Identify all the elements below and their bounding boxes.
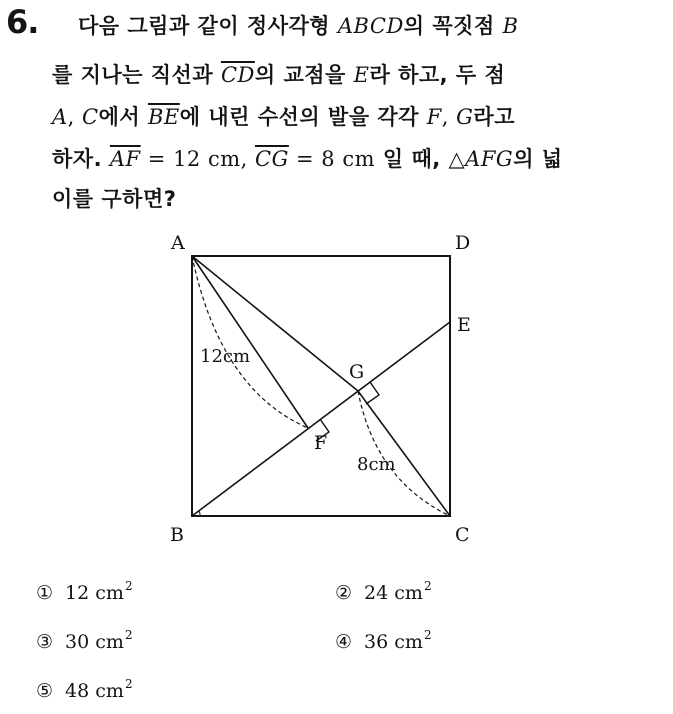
- label-e: E: [457, 314, 471, 336]
- choice-4[interactable]: ④ 36 $cm^2$: [335, 628, 432, 653]
- point-g: G: [456, 105, 474, 129]
- point-f: F: [426, 105, 442, 129]
- question-number: 6.: [6, 3, 39, 41]
- label-af-length: 12cm: [200, 346, 251, 367]
- segment-af: $\overline{AF}$: [109, 147, 141, 171]
- square: [192, 256, 450, 516]
- right-angle-g: [366, 382, 379, 404]
- square-abcd: ABCD: [337, 14, 404, 38]
- triangle-afg: AFG: [465, 147, 514, 171]
- af-value: = 12 cm: [140, 147, 241, 171]
- label-c: C: [455, 524, 470, 546]
- question-line-3: A, C에서 $\overline{BE}$에 내린 수선의 발을 각각 F, G라고: [52, 105, 515, 129]
- choice-2[interactable]: ② 24 $cm^2$: [335, 579, 432, 604]
- question-line-5: 이를 구하면?: [52, 187, 177, 211]
- label-f: F: [314, 432, 328, 454]
- label-g: G: [349, 361, 365, 383]
- label-b: B: [170, 524, 184, 546]
- question-line-4: 하자. $\overline{AF} = 12$ cm, $\overline{CG} = 8$ cm 일 때, △AFG의 넓: [52, 147, 563, 171]
- segment-ag-line: [192, 256, 358, 391]
- triangle-symbol: △: [448, 147, 466, 171]
- point-e: E: [353, 63, 370, 87]
- point-a: A: [52, 105, 68, 129]
- cg-value: = 8 cm: [288, 147, 376, 171]
- point-c: C: [82, 105, 99, 129]
- segment-be: $\overline{BE}$: [148, 105, 180, 129]
- segment-cg: $\overline{CG}$: [255, 147, 289, 171]
- label-cg-length: 8cm: [357, 454, 396, 475]
- choice-3[interactable]: ③ 30 $cm^2$: [36, 628, 133, 653]
- label-a: A: [171, 232, 185, 254]
- label-d: D: [455, 232, 471, 254]
- point-b: B: [502, 14, 519, 38]
- segment-cd: $\overline{CD}$: [220, 63, 255, 87]
- choice-5[interactable]: ⑤ 48 $cm^2$: [36, 677, 133, 702]
- choice-1[interactable]: ① 12 $cm^2$: [36, 579, 133, 604]
- question-line-1: 다음 그림과 같이 정사각형 ABCD의 꼭짓점 B: [78, 14, 519, 38]
- question-line-2: 를 지나는 직선과 $\overline{CD}$의 교점을 E라 하고, 두 점: [52, 63, 506, 87]
- segment-af-line: [192, 256, 308, 428]
